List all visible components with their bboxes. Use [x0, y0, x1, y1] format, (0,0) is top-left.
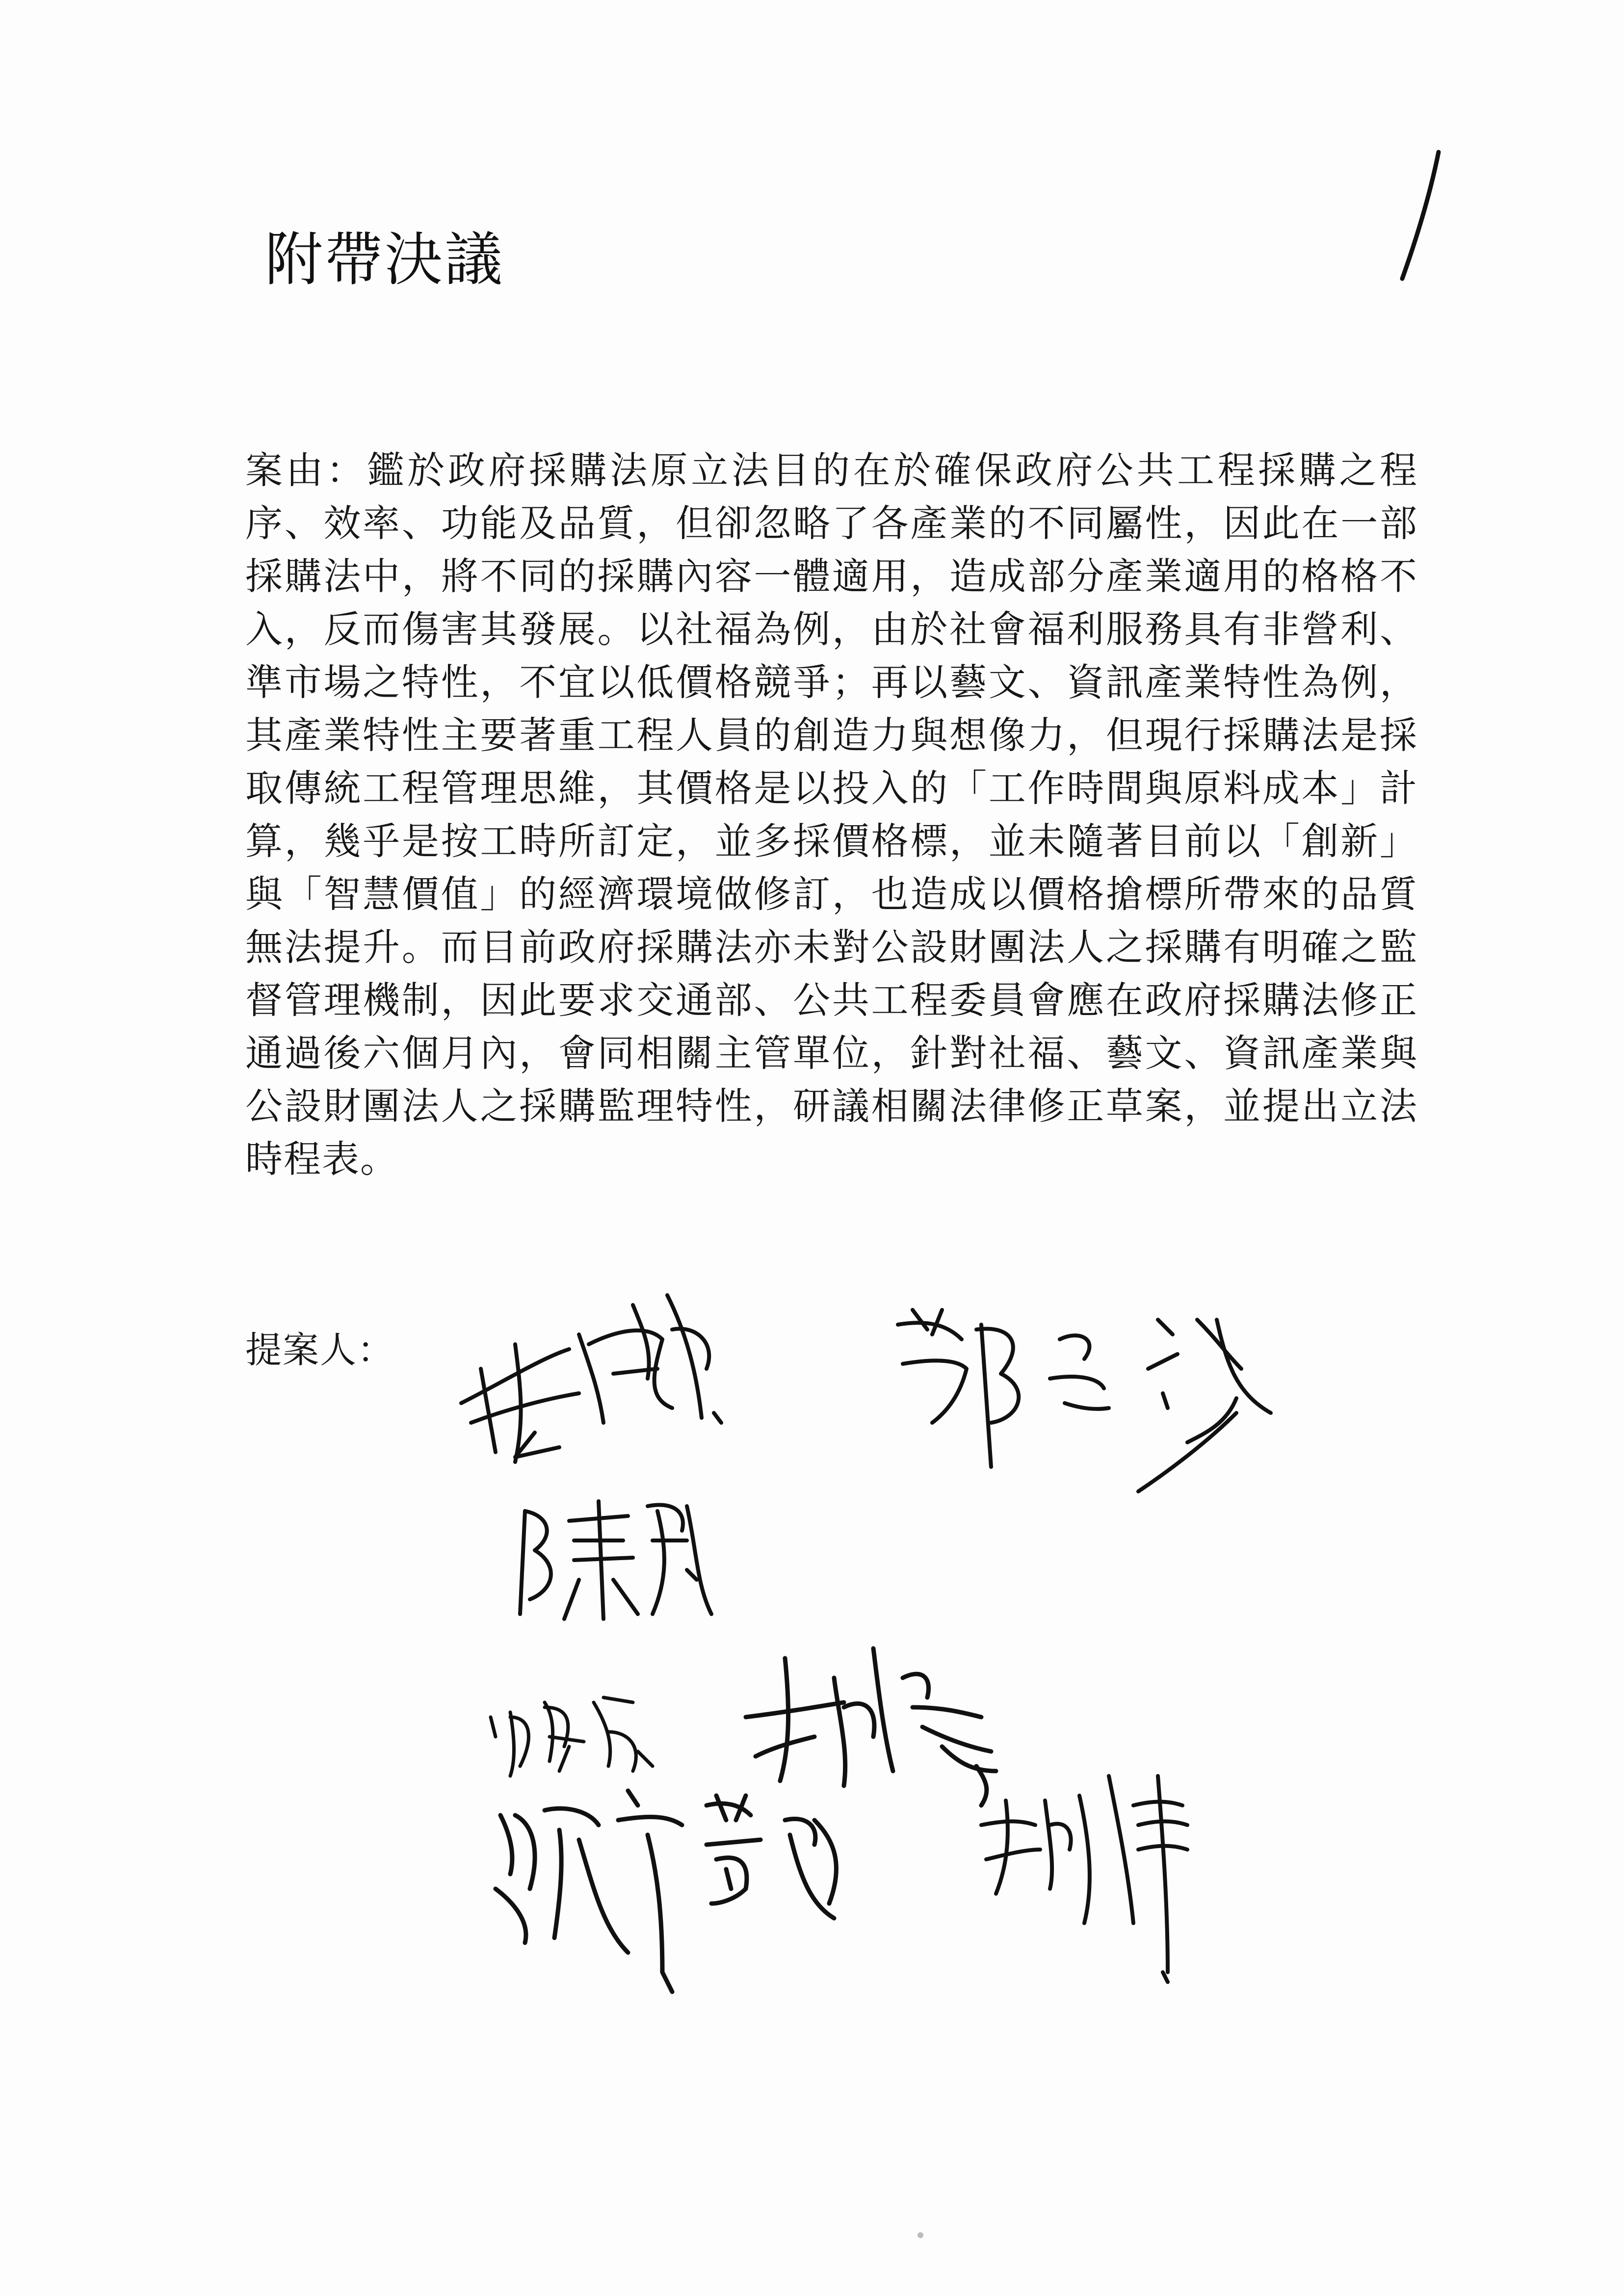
signature-3 — [520, 1501, 711, 1619]
signature-2 — [898, 1310, 1271, 1491]
signature-4 — [491, 1697, 653, 1776]
reason-text: 鑑於政府採購法原立法目的在於確保政府公共工程採購之程序、效率、功能及品質，但卻忽略了各產業的不同屬性，因此在一部採購法中，將不同的採購內容一體適用，造成部分產業適用的格格不入，反而傷害其發展。以社福為例，由於社會福利服務具有非營利、準市場之特性，不宜以低價格競爭；再以藝文、資訊產業特性為例，其產業特性主要著重工程人員的創造力與想像力，但現行採購法是採取傳統工程管理思維，其價格是以投入的「工作時間與原料成本」計算，幾乎是按工時所訂定，並多採價格標，並未隨著目前以「創新」與「智慧價值」的經濟環境做修訂，也造成以價格搶標所帶來的品質無法提升。而目前政府採購法亦未對公設財團法人之採購有明確之監督管理機制，因此要求交通部、公共工程委員會應在政府採購法修正通過後六個月內，會同相關主管單位，針對社福、藝文、資訊產業與公設財團法人之採購監理特性，研議相關法律修正草案，並提出立法時程表。 — [245, 448, 1418, 1181]
reason-paragraph — [245, 444, 1418, 1186]
document-title: 附帶決議 — [265, 226, 505, 293]
signature-1 — [461, 1295, 721, 1462]
signature-5 — [746, 1648, 996, 1805]
reason-label: 案由： — [245, 448, 367, 492]
signature-6 — [496, 1791, 836, 1992]
signature-7 — [981, 1776, 1187, 1982]
handwritten-page-number — [1384, 147, 1452, 285]
proposer-label: 提案人： — [245, 1329, 394, 1371]
handwritten-signatures — [442, 1276, 1325, 2061]
scan-speck — [917, 2232, 923, 2238]
